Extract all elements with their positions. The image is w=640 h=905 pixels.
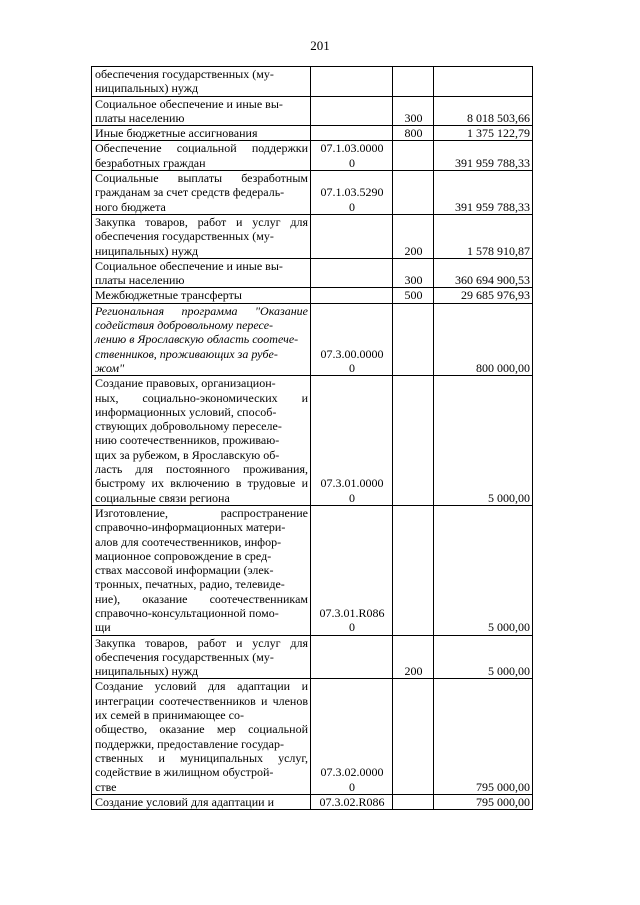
table-row [92, 794, 533, 809]
row-amount-cell: 8 018 503,66 [434, 96, 533, 126]
row-amount-cell: 360 694 900,53 [434, 258, 533, 288]
row-code-cell: 07.1.03.5290 0 [311, 171, 393, 215]
row-amount-cell [434, 67, 533, 97]
row-type-cell [393, 67, 434, 97]
row-code-cell [311, 126, 393, 141]
row-name-cell: обеспечения государственных (му- ниципальных) нужд [92, 67, 311, 97]
table-row [92, 635, 533, 679]
row-code-cell: 07.3.00.0000 0 [311, 303, 393, 375]
row-type-cell: 300 [393, 258, 434, 288]
row-amount-cell: 795 000,00 [434, 679, 533, 794]
table-row [92, 141, 533, 171]
table-row [92, 96, 533, 126]
row-code-cell: 07.3.01.R086 0 [311, 505, 393, 635]
row-code-cell [311, 288, 393, 303]
row-type-cell [393, 679, 434, 794]
row-type-cell [393, 141, 434, 171]
table-row [92, 505, 533, 635]
row-code-cell [311, 67, 393, 97]
row-name-cell: Создание правовых, организацион- ных, социально-экономических и информационных условий, способ- ствующих добровольному переселе- нию соотечественников, проживаю- щих за рубежом, в Ярославскую об- ласть для постоянного проживания, быстрому их включению в трудовые и социальные связи региона [92, 376, 311, 506]
row-code-cell [311, 258, 393, 288]
row-amount-cell: 5 000,00 [434, 376, 533, 506]
row-name-cell: Межбюджетные трансферты [92, 288, 311, 303]
row-name-cell: Социальное обеспечение и иные вы- платы населению [92, 96, 311, 126]
page-number: 201 [310, 38, 330, 53]
row-amount-cell: 391 959 788,33 [434, 141, 533, 171]
table-row [92, 214, 533, 258]
table-row [92, 376, 533, 506]
row-type-cell: 200 [393, 214, 434, 258]
table-row [92, 126, 533, 141]
row-code-cell: 07.3.02.R086 [311, 794, 393, 809]
table-row [92, 288, 533, 303]
row-amount-cell: 1 578 910,87 [434, 214, 533, 258]
row-amount-cell: 391 959 788,33 [434, 171, 533, 215]
row-type-cell [393, 171, 434, 215]
row-name-cell: Изготовление, распространение справочно-информационных матери- алов для соотечественников, инфор- мационное сопровождение в сред- ствах массовой информации (элек- тронных, печатных, радио, телевиде- ние), оказание соотечественникам справочно-консультационной помо- щи [92, 505, 311, 635]
row-name-cell: Региональная программа "Оказание содействия добровольному пересе- лению в Ярославскую область соотече- ственников, проживающих за рубе- жом" [92, 303, 311, 375]
row-type-cell: 200 [393, 635, 434, 679]
table-row [92, 67, 533, 97]
row-amount-cell: 1 375 122,79 [434, 126, 533, 141]
row-name-cell: Создание условий для адаптации и [92, 794, 311, 809]
row-amount-cell: 5 000,00 [434, 505, 533, 635]
table-row [92, 171, 533, 215]
row-name-cell: Обеспечение социальной поддержки безработных граждан [92, 141, 311, 171]
row-amount-cell: 800 000,00 [434, 303, 533, 375]
row-name-cell: Иные бюджетные ассигнования [92, 126, 311, 141]
table-row [92, 303, 533, 375]
table-row [92, 679, 533, 794]
row-type-cell: 800 [393, 126, 434, 141]
row-code-cell [311, 96, 393, 126]
row-type-cell [393, 505, 434, 635]
row-name-cell: Закупка товаров, работ и услуг для обеспечения государственных (му- ниципальных) нужд [92, 635, 311, 679]
row-name-cell: Социальное обеспечение и иные вы- платы населению [92, 258, 311, 288]
row-name-cell: Создание условий для адаптации и интеграции соотечественников и членов их семей в принимающее со- общество, оказание мер социальной поддержки, предоставление государ- ственных и муниципальных услуг, содействие в жилищном обустрой- стве [92, 679, 311, 794]
budget-table-body [92, 67, 533, 810]
row-type-cell: 300 [393, 96, 434, 126]
row-type-cell: 500 [393, 288, 434, 303]
row-amount-cell: 29 685 976,93 [434, 288, 533, 303]
row-code-cell [311, 635, 393, 679]
row-amount-cell: 795 000,00 [434, 794, 533, 809]
table-row [92, 258, 533, 288]
row-code-cell: 07.3.01.0000 0 [311, 376, 393, 506]
row-code-cell [311, 214, 393, 258]
budget-table [91, 66, 533, 810]
row-amount-cell: 5 000,00 [434, 635, 533, 679]
row-code-cell: 07.1.03.0000 0 [311, 141, 393, 171]
row-name-cell: Закупка товаров, работ и услуг для обеспечения государственных (му- ниципальных) нужд [92, 214, 311, 258]
row-type-cell [393, 376, 434, 506]
row-type-cell [393, 794, 434, 809]
row-name-cell: Социальные выплаты безработным гражданам за счет средств федераль- ного бюджета [92, 171, 311, 215]
row-type-cell [393, 303, 434, 375]
row-code-cell: 07.3.02.0000 0 [311, 679, 393, 794]
